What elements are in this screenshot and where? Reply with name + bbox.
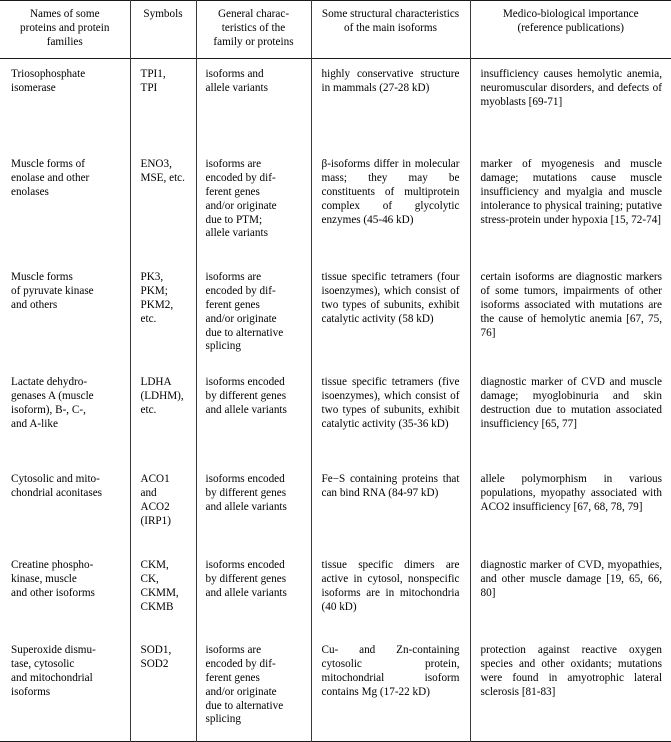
header-line: Medico-biological importance [502,8,639,20]
cell-line: isoforms encoded [205,473,285,486]
cell-general-characteristics [196,149,311,262]
table-row [0,59,671,150]
cell-line: Muscle forms of [11,158,85,171]
table-row [0,635,671,742]
table-body [0,59,671,742]
cell-line: LDHA [140,376,172,389]
cell-line: tase, cytosolic [11,658,75,671]
cell-line: SOD2 [140,658,169,671]
cell-line: CKMM, [140,586,179,599]
cell-line: genases A (muscle [11,390,94,403]
cell-line: and others [11,298,58,311]
cell-general-characteristics [196,550,311,635]
cell-line: of pyruvate kinase [11,285,94,298]
cell-line: and/or originate [205,199,277,212]
column-header-general-characteristics [196,1,311,59]
cell-line: ferent genes [205,298,260,311]
column-header-medico-biological-importance [470,1,671,59]
cell-structural-characteristics: tissue specific tetramers (four isoenzymes), which consist of two types of subunits, exhibit catalytic activity (58 kD) [311,262,470,367]
cell-line: due to PTM; [205,213,263,226]
table-row [0,367,671,464]
header-line: of the main isoforms [344,21,437,34]
cell-line: encoded by dif- [205,172,276,185]
cell-protein-name [0,635,130,742]
cell-line: CKMB [140,600,174,613]
cell-line: and other isoforms [11,586,95,599]
cell-line: chondrial aconitases [11,487,103,500]
cell-line: isoform), B-, C-, [11,403,86,416]
table-header [0,1,671,59]
header-line: families [46,35,83,48]
table-header-row [0,1,671,59]
table-row [0,149,671,262]
cell-medico-biological-importance: diagnostic marker of CVD and muscle damage; myoglobinuria and skin destruction due to mutation associated insufficiency [65, 77] [480,376,662,430]
header-line: General charac- [217,8,290,20]
cell-general-characteristics [196,262,311,367]
header-line: Some structural characteristics [321,8,460,20]
cell-line: enolase and other [11,172,90,185]
cell-medico-biological-importance: certain isoforms are diagnostic markers of some tumors, impairments of other isoforms associated with mutations are the cause of hemolytic anemia [67, 75, 76] [480,271,662,339]
cell-line: PK3, [140,271,164,284]
cell-line: due to alternative [205,326,284,339]
cell-line: Superoxide dismu- [11,644,96,657]
cell-line: isoforms are [205,271,262,284]
cell-protein-name [0,367,130,464]
cell-line: and mitochondrial [11,671,93,684]
cell-line: MSE, etc. [140,172,185,185]
cell-line: isoforms are [205,644,262,657]
cell-line: by different genes [205,487,287,500]
table-row [0,464,671,550]
cell-symbols [130,550,196,635]
cell-line: encoded by dif- [205,285,276,298]
column-header-structural-characteristics [311,1,470,59]
cell-symbols [130,635,196,742]
cell-line: and/or originate [205,685,277,698]
cell-structural-characteristics: Fe−S containing proteins that can bind RNA (84-97 kD) [311,464,470,550]
cell-structural-characteristics: β-isoforms differ in molecular mass; they may be constituents of multiprotein complex of glycolytic enzymes (45-46 kD) [311,149,470,262]
cell-line: CK, [140,573,159,586]
cell-line: Triosophosphate [11,68,86,81]
cell-line: etc. [140,403,157,416]
cell-line: TPI1, [140,68,166,81]
cell-line: TPI [140,82,158,95]
cell-line: splicing [205,713,241,726]
cell-structural-characteristics: tissue specific tetramers (five isoenzymes), which consist of two types of subunits, exhibit catalytic activity (35-36 kD) [311,367,470,464]
cell-line: and allele variants [205,500,287,513]
cell-structural-characteristics: highly conservative structure in mammals (27-28 kD) [311,59,470,150]
cell-general-characteristics [196,464,311,550]
cell-structural-characteristics: Cu- and Zn-containing cytosolic protein, mitochondrial isoform contains Mg (17-22 kD) [311,635,470,742]
cell-structural-characteristics: tissue specific dimers are active in cytosol, nonspecific isoforms are in mitochondria (40 kD) [311,550,470,635]
cell-protein-name [0,59,130,150]
cell-protein-name [0,149,130,262]
cell-line: ACO1 [140,473,170,486]
cell-protein-name [0,464,130,550]
cell-general-characteristics [196,367,311,464]
cell-line: CKM, [140,559,169,572]
cell-line: encoded by dif- [205,658,276,671]
cell-line: Creatine phospho- [11,559,94,572]
cell-symbols [130,149,196,262]
cell-line: and [140,487,157,500]
column-header-symbols [130,1,196,59]
cell-symbols [130,367,196,464]
cell-line: isoforms [11,685,51,698]
header-line: (reference publications) [517,21,625,34]
cell-line: splicing [205,340,241,353]
cell-protein-name [0,550,130,635]
cell-line: isomerase [11,82,56,95]
cell-symbols [130,59,196,150]
cell-line: Lactate dehydro- [11,376,88,389]
header-line: Names of some [29,8,100,20]
cell-line: (LDHM), [140,390,184,403]
cell-line: ferent genes [205,671,260,684]
cell-line: enolases [11,185,49,198]
cell-line: and/or originate [205,312,277,325]
cell-medico-biological-importance: protection against reactive oxygen species and other oxidants; mutations were found in amyotrophic lateral sclerosis [81-83] [480,644,662,698]
cell-medico-biological-importance: diagnostic marker of CVD, myopathies, and other muscle damage [19, 65, 66, 80] [480,559,662,599]
cell-line: ferent genes [205,185,260,198]
table-row [0,262,671,367]
cell-general-characteristics [196,59,311,150]
cell-line: kinase, muscle [11,573,77,586]
cell-line: PKM; [140,285,168,298]
cell-symbols [130,262,196,367]
header-line: proteins and protein [20,21,110,34]
cell-line: isoforms encoded [205,559,285,572]
cell-line: due to alternative [205,699,284,712]
cell-line: by different genes [205,390,287,403]
cell-line: isoforms and [205,68,264,81]
cell-line: isoforms are [205,158,262,171]
cell-line: Muscle forms [11,271,73,284]
cell-medico-biological-importance: allele polymorphism in various populations, myopathy associated with ACO2 insufficiency [67, 68, 78, 79] [480,473,662,513]
cell-line: ACO2 [140,500,170,513]
cell-symbols [130,464,196,550]
cell-line: allele variants [205,82,268,95]
cell-line: and allele variants [205,403,287,416]
cell-protein-name [0,262,130,367]
cell-line: etc. [140,312,157,325]
cell-medico-biological-importance: marker of myogenesis and muscle damage; mutations cause muscle insufficiency and myalgia and muscle intolerance to physical training; putative stress-protein under hypoxia [15, 72-74] [480,158,662,226]
cell-line: (IRP1) [140,514,171,527]
header-line: family or proteins [213,35,294,48]
header-line: Symbols [143,8,183,20]
cell-line: isoforms encoded [205,376,285,389]
cell-line: Cytosolic and mito- [11,473,100,486]
cell-general-characteristics [196,635,311,742]
table-row [0,550,671,635]
cell-line: and A-like [11,417,58,430]
cell-line: by different genes [205,573,287,586]
cell-line: PKM2, [140,298,174,311]
cell-line: and allele variants [205,586,287,599]
cell-line: ENO3, [140,158,172,171]
cell-medico-biological-importance: insufficiency causes hemolytic anemia, neuromuscular disorders, and defects of myoblasts [69-71] [480,68,662,108]
column-header-names [0,1,130,59]
cell-line: allele variants [205,227,268,240]
header-line: teristics of the [221,21,286,34]
cell-line: SOD1, [140,644,172,657]
